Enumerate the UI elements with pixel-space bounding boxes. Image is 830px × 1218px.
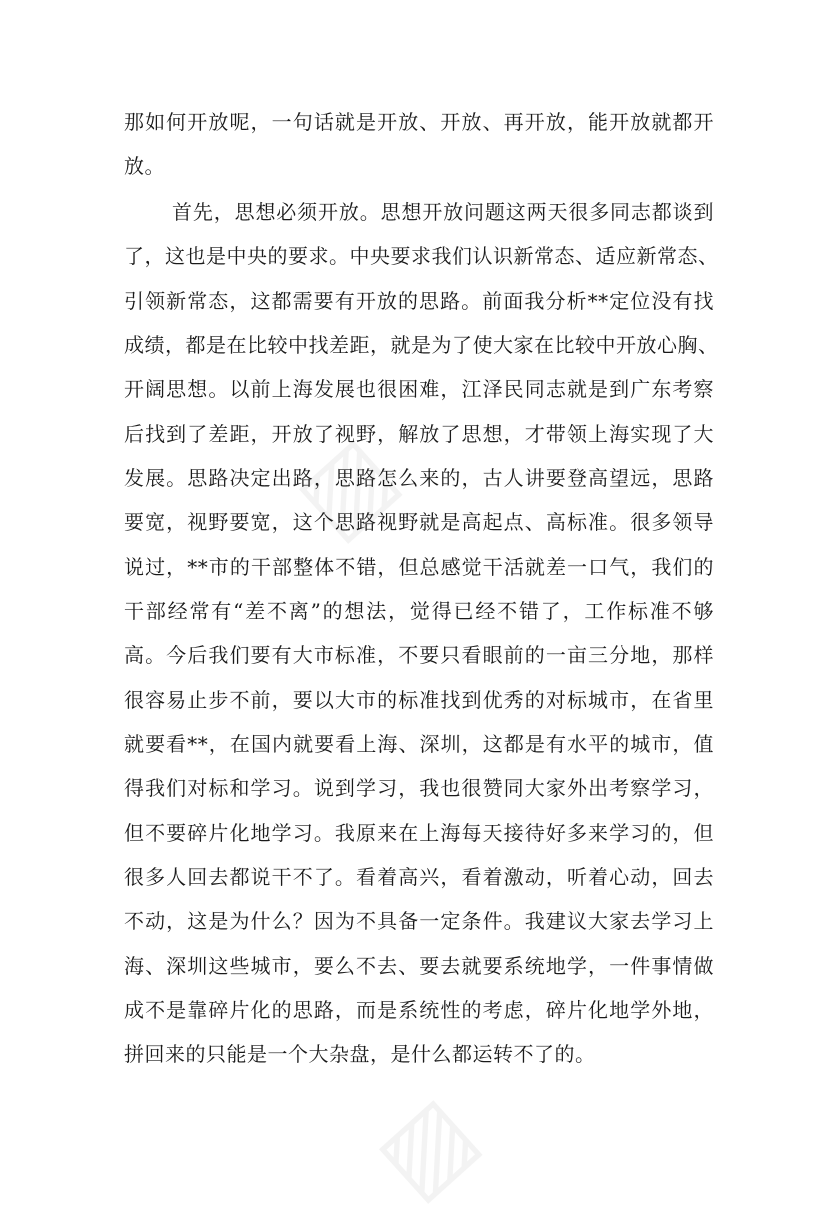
text-line: 干部经常有“差不离”的想法，觉得已经不错了，工作标准不够 [124,599,714,623]
text-line: 成绩，都是在比较中找差距，就是为了使大家在比较中开放心胸、 [124,333,719,357]
watermark-mark: ▨ [274,414,417,558]
text-line: 了，这也是中央的要求。中央要求我们认识新常态、适应新常态、 [124,244,719,268]
text-line: 说过，**市的干部整体不错，但总感觉干活就差一口气，我们的 [124,555,714,579]
text-line: 那如何开放呢，一句话就是开放、开放、再开放，能开放就都开 [124,110,714,134]
text-line: 开阔思想。以前上海发展也很困难，江泽民同志就是到广东考察 [124,377,714,401]
text-line: 得我们对标和学习。说到学习，我也很赞同大家外出考察学习， [124,776,714,800]
text-line: 高。今后我们要有大市标准，不要只看眼前的一亩三分地，那样 [124,643,714,667]
text-line: 发展。思路决定出路，思路怎么来的，古人讲要登高望远，思路 [124,466,714,490]
text-line: 拼回来的只能是一个大杂盘，是什么都运转不了的。 [124,1042,596,1066]
text-line: 引领新常态，这都需要有开放的思路。前面我分析**定位没有找 [124,289,714,313]
paragraph-first-line: 首先，思想必须开放。思想开放问题这两天很多同志都谈到 [172,200,714,224]
text-line: 海、深圳这些城市，要么不去、要去就要系统地学，一件事情做 [124,954,714,978]
text-line: 要宽，视野要宽，这个思路视野就是高起点、高标准。很多领导 [124,510,714,534]
text-line: 很多人回去都说干不了。看着高兴，看着激动，听着心动，回去 [124,865,714,889]
text-line: 就要看**，在国内就要看上海、深圳，这都是有水平的城市，值 [124,732,714,756]
text-line: 放。 [124,154,165,178]
text-line: 成不是靠碎片化的思路，而是系统性的考虑，碎片化地学外地， [124,998,714,1022]
text-line: 但不要碎片化地学习。我原来在上海每天接待好多来学习的，但 [124,821,714,845]
text-line: 不动，这是为什么？因为不具备一定条件。我建议大家去学习上 [124,909,714,933]
text-line: 后找到了差距，开放了视野，解放了思想，才带领上海实现了大 [124,422,714,446]
text-line: 很容易止步不前，要以大市的标准找到优秀的对标城市，在省里 [124,688,714,712]
watermark-mark: ▨ [354,1074,497,1218]
